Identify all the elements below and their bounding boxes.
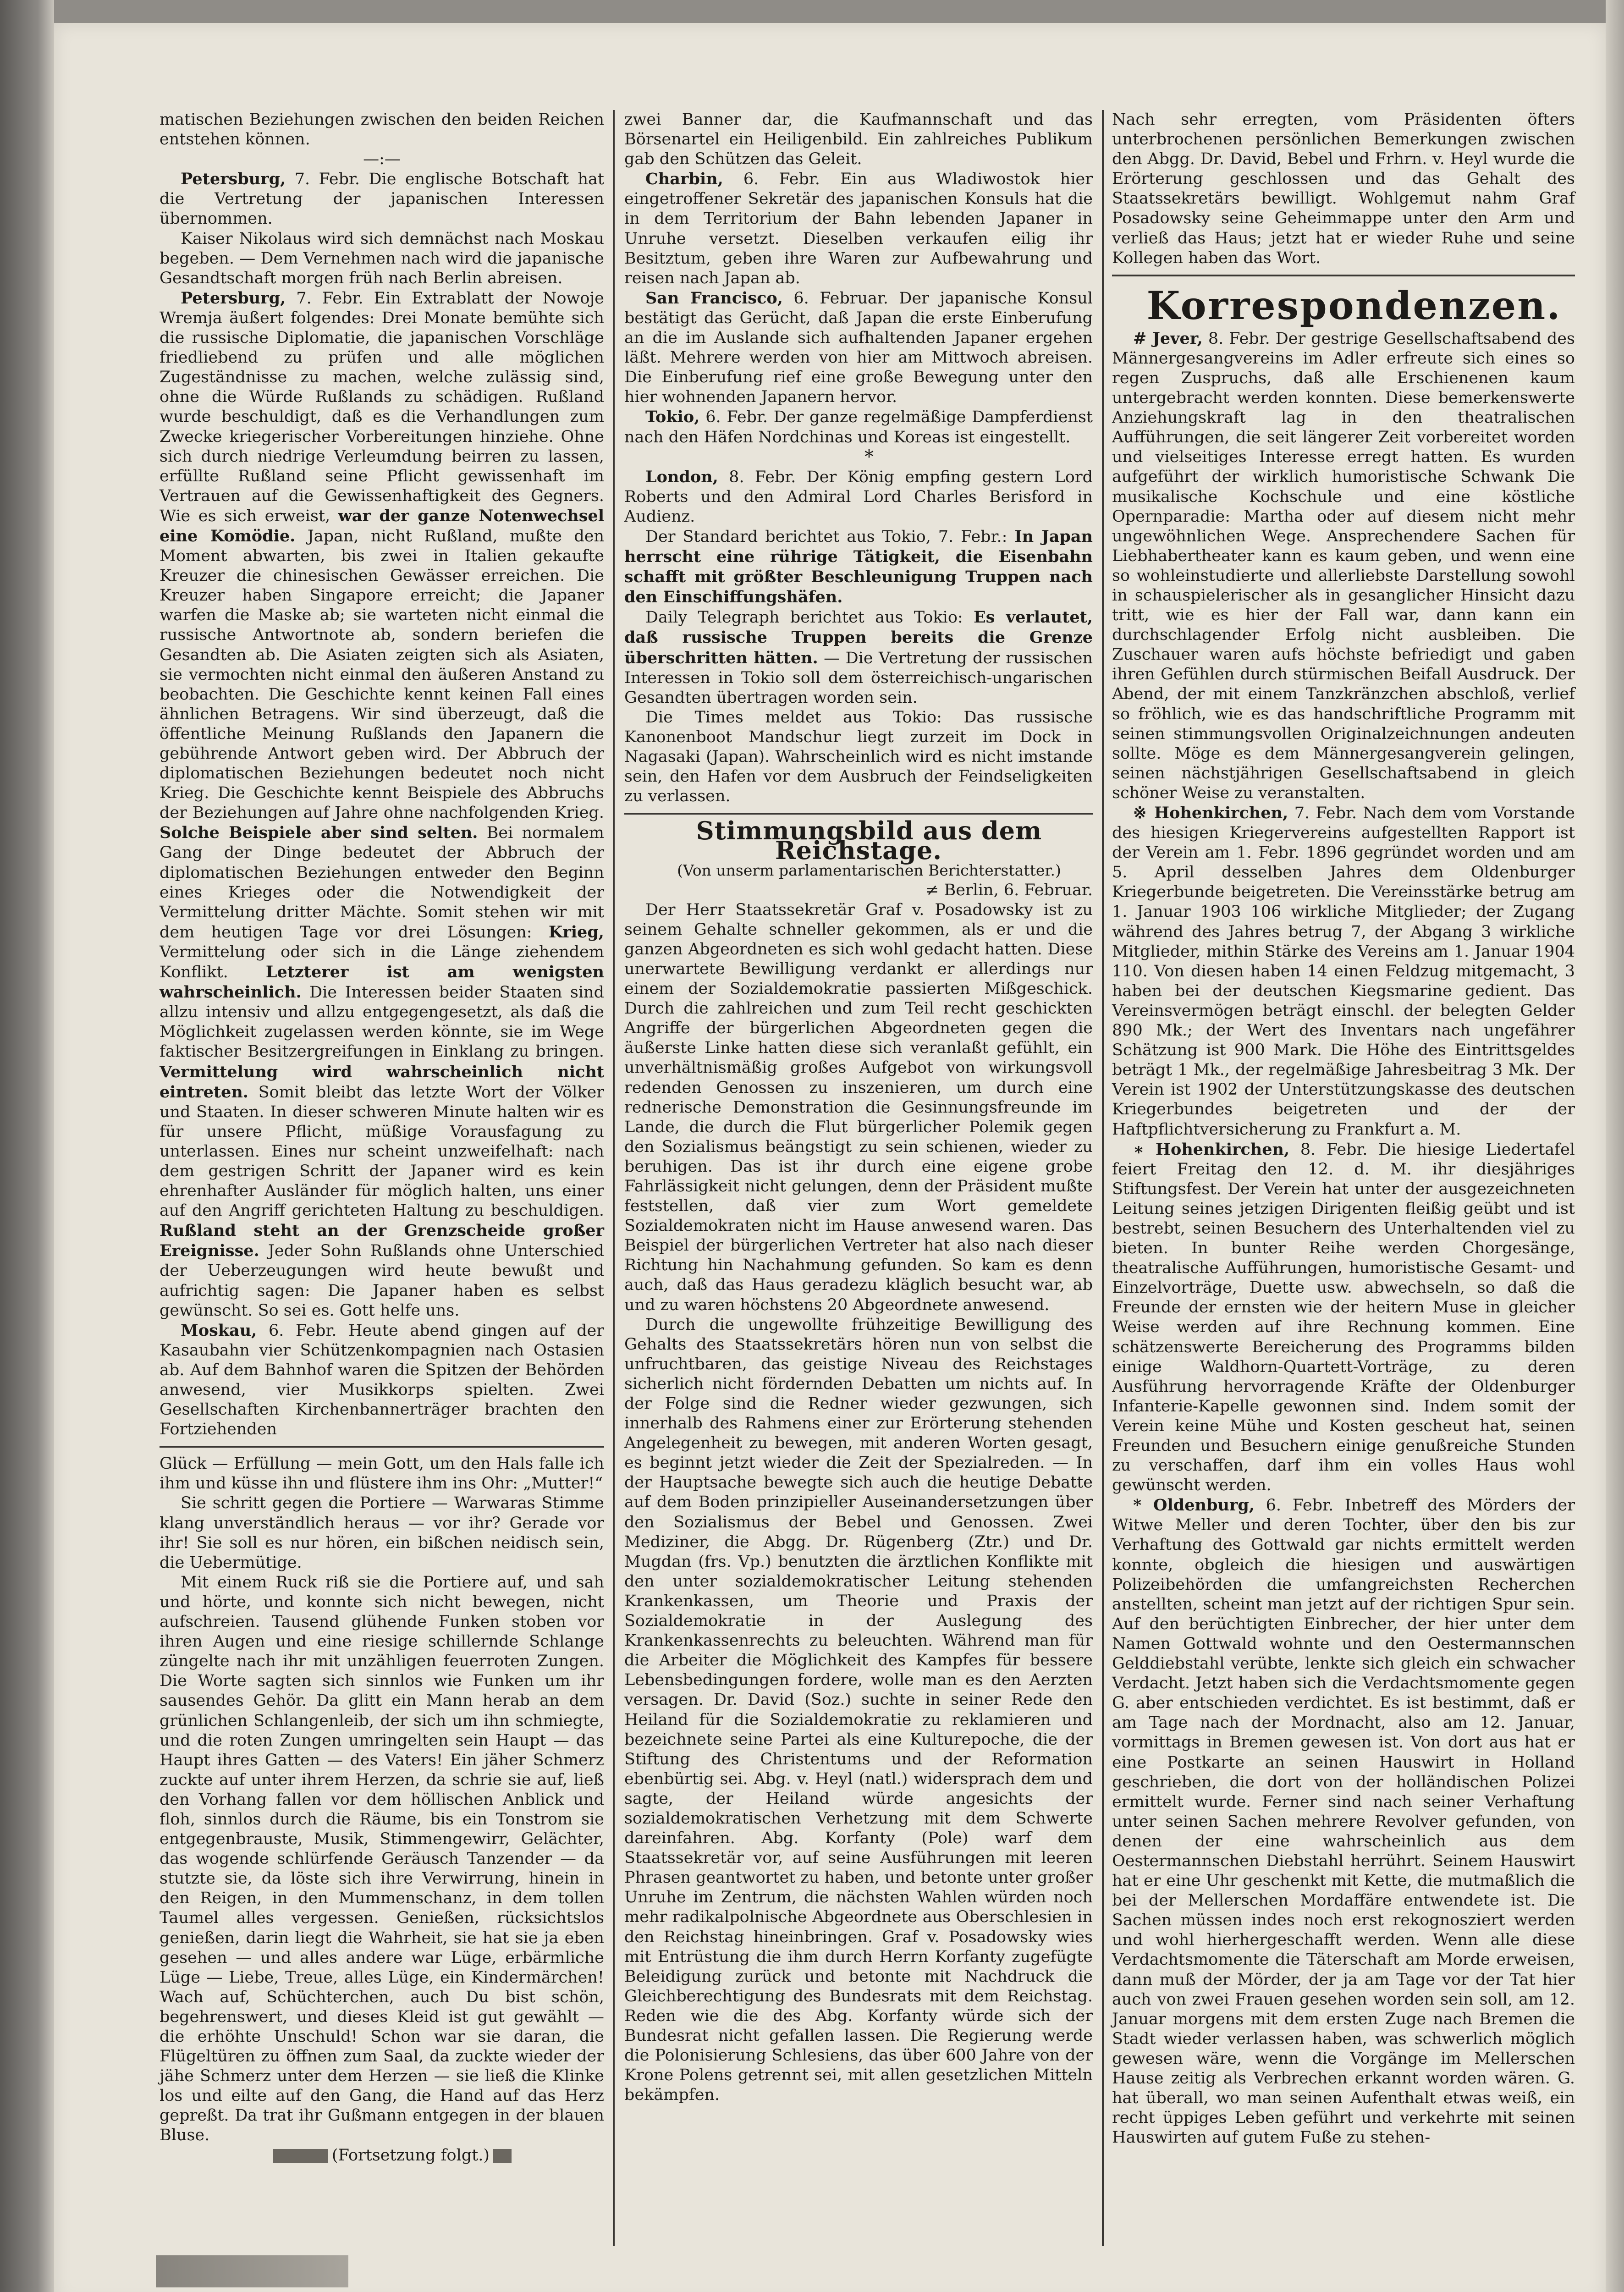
feuilleton-paragraph: Mit einem Ruck riß sie die Portiere auf, und sah und hörte, und konnte sich nicht bewegen, nicht aufschreien. Tausend glühende Funken stoben vor ihren Augen und eine riesige schillernde Schlange züngelte nach ihr mit unzähligen feuerroten Zungen. Die Worte sagten sich sinnlos wie Funken um ihr sausendes Gehör. Da glitt ein Mann herab an dem grünlichen Schlangenleib, der sich um ihn schmiegte, und die roten Zungen umringelten sein Haupt — das Haupt ihres Gatten — des Vaters! Ein jäher Schmerz zuckte auf unter ihrem Herzen, da schrie sie auf, ließ den Vorhang fallen vor dem höllischen Anblick und floh, sinnlos durch die Räume, bis ein Tonstrom sie entgegenbrauste, Musik, Stimmengewirr, Gelächter, das wogende schlürfende Geräusch Tanzender — da stutzte sie, da löste sich ihre Verwirrung, hinein in den Reigen, in den Mummenschanz, in dem tollen Taumel alles vergessen. Genießen, rücksichtslos genießen, darin liegt die Wahrheit, sie hat sie ja eben gesehen — und alles andere war Lüge, erbärmliche Lüge — Liebe, Treue, alles Lüge, ein Kindermärchen! Wach auf, Schüchterchen, auch Du bist schön, begehrenswert, und dieses Kleid ist gut gewählt — die erhöhte Unschuld! Schon war sie daran, die Flügeltüren zu öffnen zum Saal, da zuckte wieder der jähe Schmerz unter dem Herzen — sie ließ die Klinke los und eilte auf den Gang, die Hand auf das Herz gepreßt. Da trat ihr Gußmann entgegen in der blauen Bluse.: [160, 1573, 604, 2145]
ink-smudge: [273, 2149, 328, 2163]
emphasis-text: Solche Beispiele aber sind selten.: [160, 823, 478, 843]
ink-smudge: [493, 2149, 512, 2163]
section-divider: [624, 813, 1093, 815]
news-text: 8. Febr. Der König empfing gestern Lord Roberts und den Admiral Lord Charles Berisford in Audienz.: [624, 468, 1093, 526]
emphasis-text: Es verlautet, daß russische Truppen bereits die Grenze überschritten hätten.: [624, 608, 1093, 667]
news-item: [624, 527, 1093, 607]
news-item: [624, 407, 1093, 447]
emphasis-text: war der ganze Notenwechsel eine Komödie.: [160, 506, 604, 545]
news-text: — Die Vertretung der russischen Interessen in Tokio soll dem österreichisch-ungarischen Gesandten übertragen worden sein.: [624, 649, 1093, 707]
place-name: Petersburg,: [181, 288, 286, 308]
news-text: Vermittelung oder sich in die Länge ziehendem Konflikt.: [160, 942, 604, 982]
place-name: Tokio,: [645, 408, 700, 427]
feuilleton-paragraph: Glück — Erfüllung — mein Gott, um den Hals falle ich ihm und küsse ihn und flüstere ihm ins Ohr: „Mutter!“: [160, 1455, 604, 1493]
column-3: [1112, 110, 1575, 2148]
feuilleton-divider: [160, 1446, 604, 1448]
paragraph: zwei Banner dar, die Kaufmannschaft und das Börsenartel ein Heiligenbild. Ein zahlreiches Publikum gab den Schützen das Geleit.: [624, 110, 1093, 169]
news-item: [1112, 1495, 1575, 2148]
news-item: [1112, 803, 1575, 1140]
article-paragraph: Durch die ungewollte frühzeitige Bewilligung des Gehalts des Staatssekretärs hören nun von selbst die unfruchtbaren, das geistige Niveau des Reichstages sicherlich nicht fördernden Debatten um nichts auf. In der Folge sind die Redner wieder gezwungen, sich innerhalb des Rahmens einer zur Erörterung stehenden Angelegenheit zu bewegen, mit anderen Worten gesagt, es beginnt jetzt wieder die Zeit der Spezialreden. — In der Hauptsache bewegte sich auch die heutige Debatte auf dem Boden prinzipieller Auseinandersetzungen über den Sozialismus der Bebel und Genossen. Zwei Mediziner, die Abgg. Dr. Rügenberg (Ztr.) und Dr. Mugdan (frs. Vp.) benutzten die ärztlichen Konflikte mit den unter sozialdemokratischer Leitung stehenden Krankenkassen, um Theorie und Praxis der Sozialdemokratie in der Auslegung des Krankenkassenrechts zu beleuchten. Während man für die Arbeiter die Möglichkeit des Kampfes für bessere Lebensbedingungen fordere, wolle man es den Aerzten versagen. Dr. David (Soz.) suchte in seiner Rede den Heiland für die Sozialdemokratie zu reklamieren und bezeichnete seine Partei als eine Kulturepoche, die der Stiftung des Christentums und der Reformation ebenbürtig sei. Abg. v. Heyl (natl.) widersprach dem und sagte, der Heiland würde angesichts der sozialdemokratischen Verhetzung mit dem Schwerte dareinfahren. Abg. Korfanty (Pole) warf dem Staatssekretär vor, auf seine Ausführungen mit leeren Phrasen geantwortet zu haben, und betonte unter großer Unruhe im Zentrum, die nächsten Wahlen würden noch mehr radikalpolnische Abgeordnete aus Oberschlesien in den Reichstag hineinbringen. Graf v. Posadowsky wies mit Entrüstung die ihm durch Herrn Korfanty zugefügte Beleidigung zurück und betonte mit Nachdruck die Gleichberechtigung des Bundesrats mit dem Reichstag. Reden wie die des Abg. Korfanty würde sich der Bundesrat nicht gefallen lassen. Die Regierung werde die Polonisierung Schlesiens, das über 600 Jahre von der Krone Polens getrennt sei, mit allen gesetzlichen Mitteln bekämpfen.: [624, 1315, 1093, 2105]
page-edge: [1606, 0, 1624, 2292]
news-text: Jeder Sohn Rußlands ohne Unterschied der Ueberzeugungen wird heute bewußt und aufrichtig sagen: Die Japaner haben es selbst gewünscht. So sei es. Gott helfe uns.: [160, 1242, 604, 1320]
column-2: [624, 110, 1093, 2105]
place-name: # Jever,: [1133, 329, 1203, 348]
emphasis-text: Rußland steht an der Grenzscheide großer Ereignisse.: [160, 1221, 604, 1261]
news-text: 6. Febr. Heute abend gingen auf der Kasaubahn vier Schützenkompagnien nach Ostasien ab. Auf dem Bahnhof waren die Spitzen der Behörden anwesend, vier Musikkorps spielten. Zwei Gesellschaften Kirchenbannerträger brachten den Fortziehenden: [160, 1321, 604, 1439]
news-text: 7. Febr. Ein Extrablatt der Nowoje Wremja äußert folgendes: Drei Monate bemühte sich die russische Diplomatie, die japanischen Vorschläge friedliebend zu prüfen und alle möglichen Zugeständnisse zu machen, welche zulässig sind, ohne die Würde Rußlands zu schädigen. Rußland wurde beschuldigt, daß es die Verhandlungen zum Zwecke kriegerischer Vorbereitungen hinziehe. Ohne sich durch niedrige Verleumdung beirren zu lassen, erfüllte Rußland seine Pflicht gewissenhaft im Vertrauen auf die Gewissenhaftigkeit des Gegners. Wie es sich erweist,: [160, 289, 604, 525]
column-1: [160, 110, 604, 2165]
news-item: [160, 288, 604, 1321]
section-divider: [1112, 275, 1575, 276]
news-item: [1112, 329, 1575, 803]
emphasis-text: Vermittelung wird wahrscheinlich nicht eintreten.: [160, 1062, 604, 1102]
feuilleton-paragraph: Sie schritt gegen die Portiere — Warwaras Stimme klang unverständlich heraus — vor ihr? Gerade vor ihr! Sie soll es nur hören, ein bißchen neidisch sein, die Uebermütige.: [160, 1494, 604, 1572]
article-byline: (Von unserm parlamentarischen Berichterstatter.): [677, 861, 1061, 880]
ink-smudge: [156, 2255, 348, 2287]
news-text: 7. Febr. Die englische Botschaft hat die Vertretung der japanischen Interessen übernommen.: [160, 170, 604, 228]
news-item: [624, 288, 1093, 408]
emphasis-text: Letzterer ist am wenigsten wahrscheinlich.: [160, 963, 604, 1002]
place-name: Charbin,: [645, 170, 723, 189]
continuation-text: (Fortsetzung folgt.): [331, 2146, 490, 2165]
news-text: Der Standard berichtet aus Tokio, 7. Febr.:: [645, 527, 1007, 546]
news-item: [624, 169, 1093, 288]
paragraph: Kaiser Nikolaus wird sich demnächst nach Moskau begeben. — Dem Vernehmen nach wird die japanische Gesandtschaft morgen früh nach Berlin abreisen.: [160, 229, 604, 287]
article-paragraph: Der Herr Staatssekretär Graf v. Posadowsky ist zu seinem Gehalte schneller gekommen, als er und die ganzen Abgeordneten es sich wohl gedacht hatten. Diese unerwartete Bewilligung verdankt er allerdings nur einem der Sozialdemokratie passierten Mißgeschick. Durch die zahlreichen und zum Teil recht geschickten Angriffe der bürgerlichen Abgeordneten gegen die äußerste Linke hatten diese sich veranlaßt gefühlt, ein unverhältnismäßig großes Aufgebot von wirkungsvoll redenden Genossen zu inszenieren, um durch eine rednerische Demonstration die Gesinnungsfreunde im Lande, die durch die Flut bürgerlicher Polemik gegen den Sozialismus beängstigt zu sein schienen, wieder zu beruhigen. Das ist ihr durch eine eigene grobe Fahrlässigkeit nicht gelungen, denn der Präsident mußte feststellen, daß vier zum Wort gemeldete Sozialdemokraten nicht im Hause anwesend waren. Das Beispiel der bürgerlichen Vertreter hat also nach dieser Richtung hin Nachahmung gefunden. So kam es denn auch, daß das Haus geradezu kläglich besucht war, ab und zu waren höchstens 20 Abgeordnete anwesend.: [624, 900, 1093, 1314]
paragraph: matischen Beziehungen zwischen den beiden Reichen entstehen können.: [160, 110, 604, 149]
section-heading: Korrespondenzen.: [1146, 282, 1562, 328]
news-text: Somit bleibt das letzte Wort der Völker und Staaten. In dieser schweren Minute halten wir es für unsere Pflicht, müßige Vorausfagung zu unterlassen. Eines nur scheint unzweifelhaft: nach dem gestrigen Schritt der Japaner wird es kein ehrenhafter Ausländer für möglich halten, uns einer auf den Angriff gerichteten Haltung zu beschuldigen.: [160, 1083, 604, 1220]
place-name: San Francisco,: [645, 288, 783, 308]
place-name: London,: [645, 467, 718, 486]
news-text: 6. Febr. Ein aus Wladiwostok hier eingetroffener Sekretär des japanischen Konsuls hat die in dem Territorium der Bahn lebenden Japaner in Unruhe versetzt. Dieselben verkaufen eilig ihr Besitztum, geben ihre Waren zur Aufbewahrung und reisen nach Japan ab.: [624, 170, 1093, 287]
news-text: 6. Febr. Der ganze regelmäßige Dampferdienst nach den Häfen Nordchinas und Koreas ist eingestellt.: [624, 408, 1093, 446]
paragraph: Die Times meldet aus Tokio: Das russische Kanonenboot Mandschur liegt zurzeit im Dock in Nagasaki (Japan). Wahrscheinlich wird es nicht imstande sein, den Hafen vor dem Ausbruch der Feindseligkeiten zu verlassen.: [624, 708, 1093, 806]
binding-gutter: [0, 0, 54, 2292]
news-text: 8. Febr. Die hiesige Liedertafel feiert Freitag den 12. d. M. ihr diesjähriges Stiftungsfest. Der Verein hat unter der ausgezeichneten Leitung seines jetzigen Dirigenten fleißig geübt und ist bestrebt, seinen Besuchern des Unterhaltenden viel zu bieten. In bunter Reihe werden Chorgesänge, theatralische Aufführungen, humoristische Gesamt- und Einzelvorträge, Duette usw. abwechseln, so daß die Freunde der ernsten wie der heitern Muse in gleicher Weise werden auf ihre Rechnung kommen. Eine schätzenswerte Bereicherung des Programms bilden einige Waldhorn-Quartett-Vorträge, zu deren Ausführung hervorragende Kräfte der Oldenburger Infanterie-Kapelle gewonnen sind. Indem somit der Verein keine Mühe und Kosten gescheut hat, seinen Freunden und Besuchern einige genußreiche Stunden zu verschaffen, darf ihm ein volles Haus wohl gewünscht werden.: [1112, 1140, 1575, 1495]
news-text: 7. Febr. Nach dem vom Vorstande des hiesigen Kriegervereins aufgestellten Rapport ist der Verein am 1. Febr. 1896 gegründet worden und am 5. April desselben Jahres dem Oldenburger Kriegerbunde beigetreten. Die Vereinsstärke betrug am 1. Januar 1903 106 wirkliche Mitglieder; der Zugang während des Jahres betrug 7, der Abgang 3 wirkliche Mitglieder, mithin Stärke des Vereins am 1. Januar 1904 110. Von diesen haben 14 einen Feldzug mitgemacht, 3 haben bei der deutschen Kiegsmarine gedient. Das Vereinsvermögen beträgt einschl. der belegten Gelder 890 Mk.; der Wert des Inventars nach ungefährer Schätzung ist 900 Mark. Die Höhe des Eintrittsgeldes beträgt 1 Mk., der regelmäßige Jahresbeitrag 3 Mk. Der Verein ist 1902 der Unterstützungskasse des deutschen Kriegerbundes beigetreten und der der Haftpflichtversicherung zu Frankfurt a. M.: [1112, 804, 1575, 1139]
section-star: *: [864, 446, 874, 468]
news-item: [1112, 1140, 1575, 1496]
place-name: Petersburg,: [181, 170, 286, 189]
news-text: Die Interessen beider Staaten sind allzu intensiv und allzu entgegengesetzt, als daß die Möglichkeit zugelassen werden könnte, sie im Wege faktischer Besitzergreifungen in Einklang zu bringen.: [160, 983, 604, 1061]
emphasis-text: In Japan herrscht eine rührige Tätigkeit, die Eisenbahn schafft mit größter Beschleunigung Truppen nach den Einschiffungshäfen.: [624, 527, 1093, 607]
place-name: * Oldenburg,: [1133, 1496, 1255, 1515]
place-name: Moskau,: [181, 1321, 257, 1340]
paragraph: Nach sehr erregten, vom Präsidenten öfters unterbrochenen persönlichen Bemerkungen zwischen den Abgg. Dr. David, Bebel und Frhrn. v. Heyl wurde die Erörterung geschlossen und das Gehalt des Staatssekretärs bewilligt. Wohlgemut nahm Graf Posadowsky seine Geheimmappe unter den Arm und verließ das Haus; jetzt hat er wieder Ruhe und seine Kollegen haben das Wort.: [1112, 110, 1575, 267]
dateline: ≠ Berlin, 6. Februar.: [925, 881, 1093, 899]
continuation-note: [160, 2146, 604, 2165]
column-rule: [1102, 110, 1104, 2246]
news-item: [624, 467, 1093, 527]
column-rule: [613, 110, 615, 2246]
news-text: Japan, nicht Rußland, mußte den Moment abwarten, bis zwei in Italien gekaufte Kreuzer die chinesischen Gewässer erreichen. Die Kreuzer haben Singapore erreicht; die Japaner warfen die Maske ab; sie warteten nicht einmal die russische Antwortnote ab, sondern beriefen die Gesandten ab. Die Asiaten zeigten sich als Asiaten, sie vermochten nicht einmal den äußeren Anstand zu beobachten. Die Geschichte kennt keinen Fall eines ähnlichen Betragens. Wir sind überzeugt, daß die öffentliche Meinung Rußlands den Japanern die gebührende Antwort geben wird. Der Abbruch der diplomatischen Beziehungen bedeutet noch nicht Krieg. Die Geschichte kennt Beispiele des Abbruchs der Beziehungen auf Jahre ohne nachfolgenden Krieg.: [160, 527, 604, 822]
news-item: [160, 1321, 604, 1440]
article-headline: Stimmungsbild aus dem Reichstage.: [696, 816, 1042, 865]
news-item: [160, 169, 604, 229]
place-name: ※ Hohenkirchen,: [1133, 804, 1288, 822]
emphasis-text: Krieg,: [548, 922, 604, 942]
news-text: Daily Telegraph berichtet aus Tokio:: [645, 608, 963, 627]
news-item: [624, 607, 1093, 707]
news-text: 6. Febr. Inbetreff des Mörders der Witwe Meller und deren Tochter, über den bis zur Verhaftung des Gottwald gar nichts ermittelt werden konnte, obgleich die hiesigen und auswärtigen Polizeibehörden die umfangreichsten Recherchen anstellten, scheint man jetzt auf der richtigen Spur sein. Auf den berüchtigten Einbrecher, der hier unter dem Namen Gottwald wohnte und den Oestermannschen Gelddiebstahl verübte, lenkte sich gleich ein schwacher Verdacht. Jetzt haben sich die Verdachtsmomente gegen G. aber entschieden verdichtet. Es ist bestimmt, daß er am Tage nach der Mordnacht, also am 12. Januar, vormittags in Bremen gewesen ist. Von dort aus hat er eine Postkarte an seinen Hauswirt in Holland geschrieben, die dort von der holländischen Polizei ermittelt wurde. Ferner sind nach seiner Verhaftung unter seinen Sachen mehrere Revolver gefunden, von denen der eine wahrscheinlich aus dem Oestermannschen Diebstahl herrührt. Seinem Hauswirt hat er eine Uhr geschenkt mit Kette, die mutmaßlich die bei der Mellerschen Mordaffäre entwendete ist. Die Sachen müssen indes noch erst rekognosziert werden und wohl hierhergeschafft werden. Wenn alle diese Verdachtsmomente die Täterschaft am Morde erweisen, dann muß der Mörder, der ja am Tage vor der Tat hier auch von zwei Frauen gesehen worden sein soll, am 12. Januar morgens mit dem ersten Zuge nach Bremen die Stadt wieder verlassen haben, was schwerlich möglich gewesen wäre, wenn die Vorgänge im Mellerschen Hause zeitig als Verbrechen erkannt worden wären. G. hat überall, wo man seinen Aufenthalt etwas weiß, ein recht üppiges Leben geführt und verkehrte mit seinen Hauswirten auf gutem Fuße zu stehen-: [1112, 1496, 1575, 2147]
place-name: ∗ Hohenkirchen,: [1133, 1140, 1290, 1159]
news-text: 8. Febr. Der gestrige Gesellschaftsabend des Männergesangvereins im Adler erfreute sich eines so regen Zuspruchs, daß alle Erschienenen kaum untergebracht werden konnten. Diese bemerkenswerte Anziehungskraft lag in den theatralischen Aufführungen, die seit längerer Zeit vorbereitet worden und vielseitiges Interesse erregt hatten. Es wurden aufgeführt der wirklich humoristische Schwank Die musikalische Kochschule und eine köstliche Opernparadie: Martha oder auf diesem nicht mehr ungewöhnlichen Wege. Ansprechendere Sachen für Liebhabertheater kann es kaum geben, und wenn eine so wohleinstudierte und allerliebste Darstellung sowohl in schauspielerischer als in gesanglicher Hinsicht dazu tritt, wie es hier der Fall war, dann kann ein durchschlagender Erfolg nicht ausbleiben. Die Zuschauer waren aufs höchste befriedigt und gaben ihren Gefühlen durch stürmischen Beifall Ausdruck. Der Abend, der mit einem Tanzkränzchen abschloß, verlief so fröhlich, wie es das handschriftliche Programm mit seinen stimmungsvollen Originalzeichnungen andeuten sollte. Möge es dem Männergesangverein gelingen, seinen nächstjährigen Gesellschaftsabend in gleich schöner Weise zu veranstalten.: [1112, 329, 1575, 802]
news-text: Bei normalem Gang der Dinge bedeutet der Abbruch der diplomatischen Beziehungen entweder den Beginn eines Krieges oder die Notwendigkeit der Vermittelung dritter Mächte. Somit stehen wir mit dem heutigen Tage vor drei Lösungen:: [160, 824, 604, 942]
separator: —:—: [363, 150, 401, 169]
news-text: 6. Februar. Der japanische Konsul bestätigt das Gerücht, daß Japan die erste Einberufung an die im Auslande sich aufhaltenden Japaner ergehen läßt. Mehrere werden von hier am Mittwoch abreisen. Die Einberufung rief eine große Bewegung unter den hier wohnenden Japanern hervor.: [624, 289, 1093, 407]
